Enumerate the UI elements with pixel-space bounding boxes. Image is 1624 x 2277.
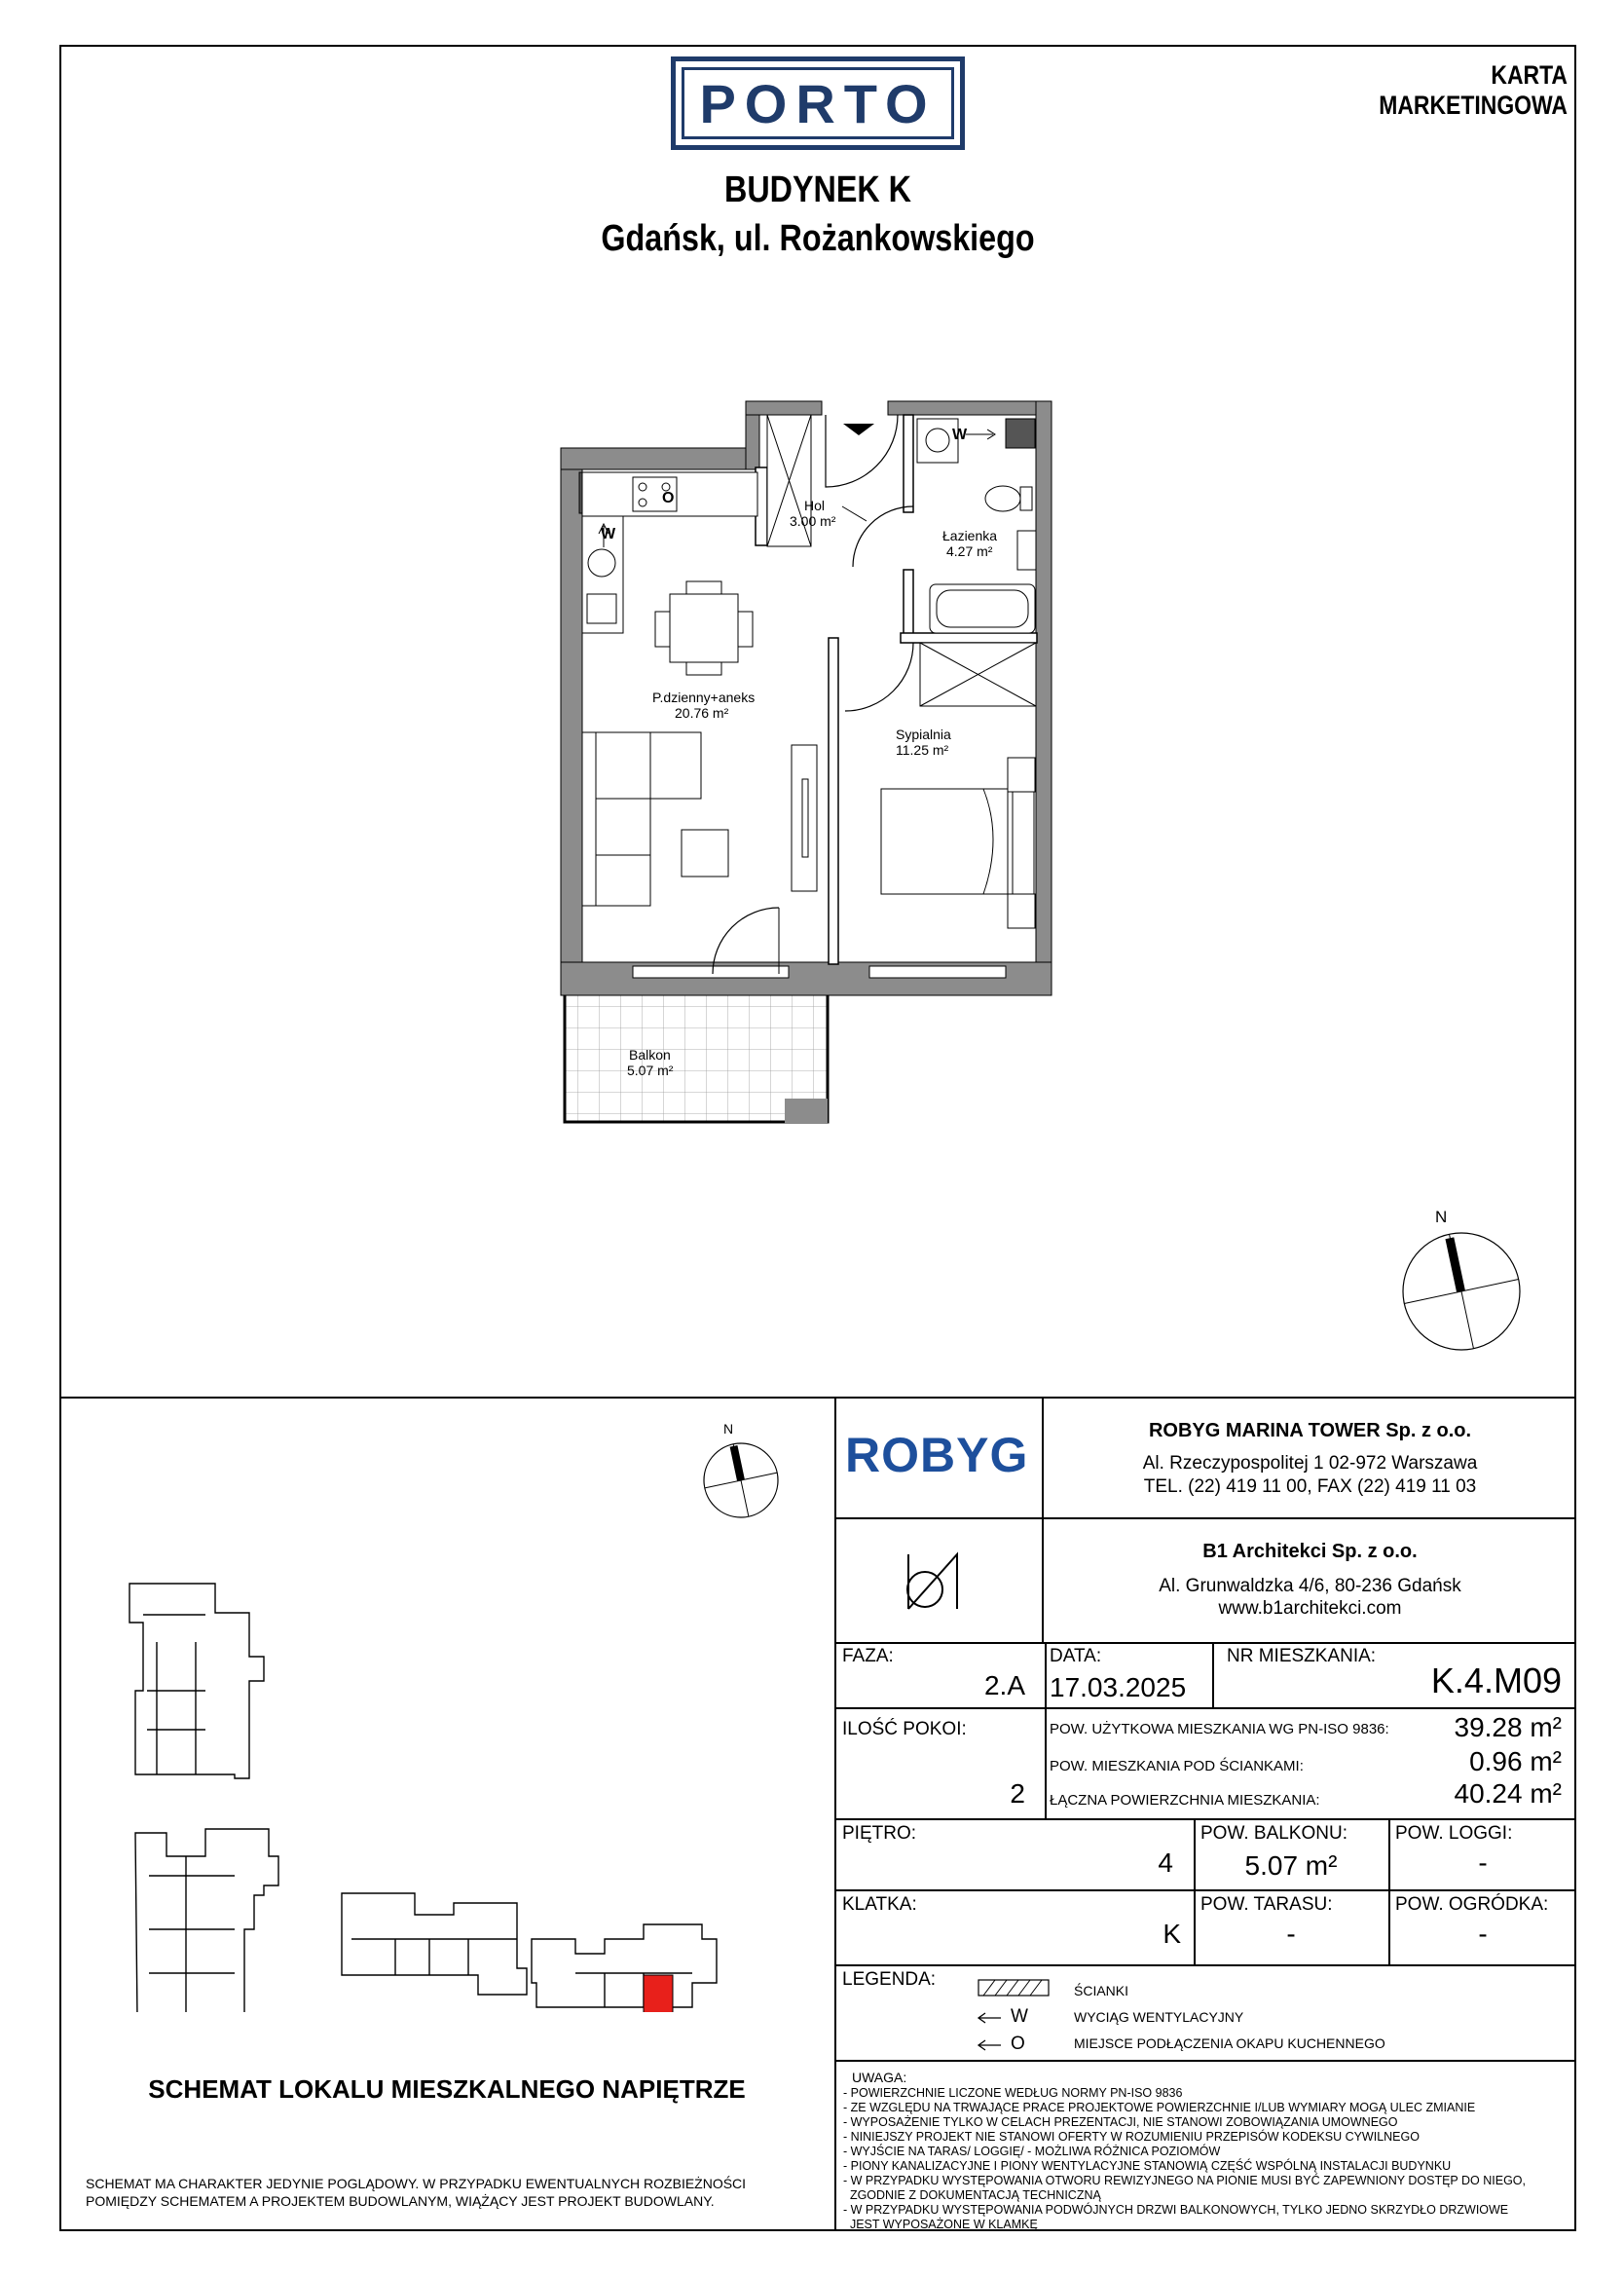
building-schema [59,1399,834,2012]
notes-line-6: - PIONY KANALIZACYJNE I PIONY WENTYLACYJNE STANOWIĄ CZĘŚĆ WSPÓLNĄ INSTALACJI BUDYNKU [843,2159,1452,2173]
pokoi-label: ILOŚĆ POKOI: [842,1719,967,1739]
row-divider-1 [834,1517,1576,1519]
porto-logo-text: PORTO [682,67,954,139]
pow-scianki-label: POW. MIESZKANIA POD ŚCIANKAMI: [1050,1758,1304,1774]
hood-marker: O [662,490,675,506]
vent-marker-kitchen: W [601,526,616,542]
schema-disclaimer-2: POMIĘDZY SCHEMATEM A PROJEKTEM BUDOWLANYM, WIĄŻĄCY JEST PROJEKT BUDOWLANY. [86,2193,715,2209]
room-balkon-area: 5.07 m² [627,1063,674,1078]
notes-line-10: JEST WYPOSAŻONE W KLAMKĘ [843,2218,1038,2231]
cell-divider-e [1388,1818,1390,1964]
nr-value: K.4.M09 [1430,1661,1562,1700]
architect-address: Al. Grunwaldzka 4/6, 80-236 Gdańsk [1159,1576,1461,1596]
loggia-label: POW. LOGGI: [1395,1823,1513,1844]
room-hol-area: 3.00 m² [790,513,836,529]
room-living-area: 20.76 m² [675,705,729,721]
north-label: N [1435,1208,1448,1226]
legend-wyciag: WYCIĄG WENTYLACYJNY [1074,2009,1244,2025]
developer-contact: TEL. (22) 419 11 00, FAX (22) 419 11 03 [1143,1476,1477,1497]
pow-uzytkowa-value: 39.28 m² [1454,1712,1562,1742]
klatka-label: KLATKA: [842,1894,917,1915]
legend-scianki: ŚCIANKI [1074,1983,1129,1998]
pow-uzytkowa-label: POW. UŻYTKOWA MIESZKANIA WG PN-ISO 9836: [1050,1721,1389,1737]
cell-divider-a [1045,1642,1047,1707]
building-address: Gdańsk, ul. Rożankowskiego [601,218,1035,259]
legend-w-symbol: W [1011,2006,1028,2027]
schema-title: SCHEMAT LOKALU MIESZKALNEGO NAPIĘTRZE [148,2074,746,2104]
pietro-label: PIĘTRO: [842,1823,917,1844]
notes-line-2: - ZE WZGLĘDU NA TRWAJĄCE PRACE PROJEKTOWE POWIERZCHNIE I/LUB WYMIARY MOGĄ ULEC ZMIANIE [843,2101,1476,2114]
pietro-value: 4 [1158,1848,1173,1878]
row-divider-7 [834,2060,1576,2062]
notes-line-7: - W PRZYPADKU WYSTĘPOWANIA OTWORU REWIZYJNEGO NA PIONIE MUSI BYĆ ZAPEWNIONY DOSTĘP DO NIEGO, [843,2174,1526,2187]
notes-line-3: - WYPOSAŻENIE TYLKO W CELACH PREZENTACJI, NIE STANOWI ZOBOWIĄZANIA UMOWNEGO [843,2115,1398,2129]
loggia-value: - [1478,1848,1488,1878]
column-divider [834,1397,836,2231]
developer-name: ROBYG MARINA TOWER Sp. z o.o. [1148,1420,1472,1441]
room-lazienka-area: 4.27 m² [946,543,993,559]
faza-label: FAZA: [842,1646,894,1666]
vent-marker-bath: W [952,427,968,443]
data-label: DATA: [1050,1646,1102,1666]
card-type: KARTA MARKETINGOWA [1379,60,1568,120]
cell-divider-c [1045,1707,1047,1818]
balkon-label: POW. BALKONU: [1200,1823,1347,1844]
schema-north-label: N [723,1421,734,1437]
row-divider-5 [834,1889,1576,1891]
schema-disclaimer-1: SCHEMAT MA CHARAKTER JEDYNIE POGLĄDOWY. W PRZYPADKU EWENTUALNYCH ROZBIEŻNOŚCI [86,2176,747,2191]
notes-title: UWAGA: [852,2070,907,2085]
notes-line-9: - W PRZYPADKU WYSTĘPOWANIA PODWÓJNYCH DRZWI BALKONOWYCH, TYLKO JEDNO SKRZYDŁO DRZWIOWE [843,2203,1509,2217]
room-lazienka-name: Łazienka [942,528,998,543]
notes-line-8: ZGODNIE Z DOKUMENTACJĄ TECHNICZNĄ [843,2188,1101,2202]
legend-title: LEGENDA: [842,1969,937,1990]
legend-o-symbol: O [1011,2034,1025,2054]
architect-web: www.b1architekci.com [1218,1598,1402,1619]
robyg-logo: ROBYG [845,1428,1029,1482]
nr-label: NR MIESZKANIA: [1227,1646,1377,1666]
highlighted-unit [644,1975,673,2012]
row-divider-2 [834,1642,1576,1644]
notes-line-5: - WYJŚCIE NA TARAS/ LOGGIĘ/ - MOŻLIWA RÓŻNICA POZIOMÓW [843,2145,1221,2158]
notes-line-4: - NINIEJSZY PROJEKT NIE STANOWI OFERTY W ROZUMIENIU PRZEPISÓW KODEKSU CYWILNEGO [843,2130,1420,2144]
row-divider-4 [834,1818,1576,1820]
room-sypialnia-area: 11.25 m² [896,742,949,758]
row-divider-6 [834,1964,1576,1966]
faza-value: 2.A [983,1670,1025,1700]
pow-laczna-label: ŁĄCZNA POWIERZCHNIA MIESZKANIA: [1050,1792,1320,1809]
ogrodek-value: - [1478,1919,1488,1949]
pokoi-value: 2 [1010,1778,1025,1809]
developer-address: Al. Rzeczypospolitej 1 02-972 Warszawa [1142,1453,1478,1474]
cell-divider-b [1212,1642,1214,1707]
room-sypialnia-name: Sypialnia [896,727,951,742]
data-value: 17.03.2025 [1050,1672,1187,1702]
taras-label: POW. TARASU: [1200,1894,1333,1915]
b1-logo-icon [901,1549,978,1617]
pow-laczna-value: 40.24 m² [1454,1778,1562,1809]
room-living-name: P.dzienny+aneks [652,690,756,705]
balkon-value: 5.07 m² [1244,1850,1338,1881]
architect-name: B1 Architekci Sp. z o.o. [1202,1541,1418,1562]
notes-line-1: - POWIERZCHNIE LICZONE WEDŁUG NORMY PN-ISO 9836 [843,2086,1183,2100]
klatka-value: K [1163,1919,1181,1949]
legend-okap: MIEJSCE PODŁĄCZENIA OKAPU KUCHENNEGO [1074,2035,1385,2051]
pow-scianki-value: 0.96 m² [1469,1746,1562,1776]
cell-divider-d [1194,1818,1196,1964]
row-divider-3 [834,1707,1576,1709]
room-balkon-name: Balkon [629,1047,671,1063]
building-title: BUDYNEK K [723,169,912,210]
ogrodek-label: POW. OGRÓDKA: [1395,1894,1549,1915]
room-hol-name: Hol [804,498,826,513]
taras-value: - [1286,1919,1296,1949]
